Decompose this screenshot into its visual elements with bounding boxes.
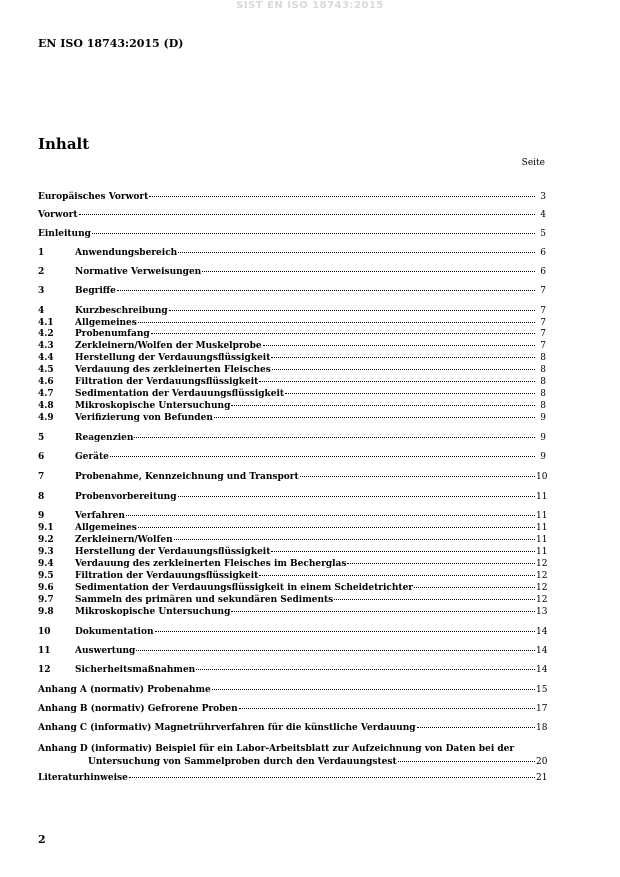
dot-leader [347,563,535,564]
toc-entry-number: 4.2 [38,329,54,339]
toc-entry-page: 14 [536,627,548,637]
toc-entry-page: 8 [540,389,546,399]
toc-entry-title-line2: Untersuchung von Sammelproben durch den Verdauungstest [88,757,397,767]
dot-leader [271,357,535,358]
toc-entry[interactable] [38,595,546,606]
dot-leader [272,369,535,370]
dot-leader [129,777,535,778]
toc-entry-title: Probenumfang [75,329,150,339]
toc-entry-page: 11 [536,492,548,502]
toc-entry-page: 14 [536,665,548,675]
toc-entry-number: 4.5 [38,365,54,375]
toc-entry-title: Verdauung des zerkleinerten Fleisches im Becherglas [75,559,347,569]
toc-entry[interactable] [38,341,546,352]
toc-entry-number: 4.4 [38,353,54,363]
toc-entry-number: 4.9 [38,413,54,423]
toc-entry-page: 6 [540,248,546,258]
toc-entry[interactable] [38,583,546,594]
toc-entry[interactable] [38,773,546,784]
dot-leader [92,233,535,234]
toc-entry-page: 17 [536,704,548,714]
dot-leader [334,599,535,600]
dot-leader [169,310,535,311]
toc-entry[interactable] [38,377,546,388]
dot-leader [271,551,535,552]
toc-entry-number: 4.3 [38,341,54,351]
toc-entry-title: Literaturhinweise [38,773,128,783]
toc-entry[interactable] [38,248,546,259]
dot-leader [136,650,535,651]
dot-leader [231,611,535,612]
toc-entry[interactable] [38,571,546,582]
toc-entry-title: Normative Verweisungen [75,267,202,277]
toc-entry-page: 3 [540,192,546,202]
toc-entry-page: 13 [536,607,548,617]
dot-leader [259,381,535,382]
dot-leader [417,727,535,728]
toc-entry[interactable] [38,535,546,546]
toc-entry-page: 15 [536,685,548,695]
toc-entry[interactable] [38,210,546,221]
dot-leader [138,322,535,323]
toc-entry-title: Anhang A (normativ) Probenahme [38,685,211,695]
toc-entry-page: 4 [540,210,546,220]
toc-entry-title: Einleitung [38,229,91,239]
toc-entry-number: 4.8 [38,401,54,411]
toc-entry-title: Probenahme, Kennzeichnung und Transport [75,472,299,482]
dot-leader [300,476,535,477]
toc-entry-page: 7 [540,318,546,328]
toc-entry-page: 8 [540,353,546,363]
toc-entry-number: 7 [38,472,45,482]
toc-entry-title: Auswertung [75,646,136,656]
toc-entry-page: 12 [536,571,548,581]
dot-leader [110,456,535,457]
toc-entry-page: 12 [536,559,548,569]
dot-leader [155,631,536,632]
toc-entry-title: Vorwort [38,210,78,220]
toc-entry-number: 12 [38,665,51,675]
toc-entry-title: Sammeln des primären und sekundären Sediments [75,595,334,605]
toc-entry-title: Geräte [75,452,109,462]
toc-entry-page: 7 [540,329,546,339]
toc-entry[interactable] [38,365,546,376]
toc-entry-number: 11 [38,646,51,656]
toc-entry-page: 11 [536,511,548,521]
toc-entry[interactable] [38,523,546,534]
toc-entry[interactable] [38,511,546,522]
toc-entry[interactable] [38,685,546,696]
toc-entry-title: Anhang B (normativ) Gefrorene Proben [38,704,238,714]
toc-entry-number: 9.4 [38,559,54,569]
toc-entry-page: 7 [540,306,546,316]
toc-entry-title: Europäisches Vorwort [38,192,149,202]
toc-entry-number: 9.5 [38,571,54,581]
toc-entry-title: Sedimentation der Verdauungsflüssigkeit in einem Scheidetrichter [75,583,414,593]
toc-entry-page: 9 [540,433,546,443]
toc-entry[interactable] [38,306,546,317]
toc-entry[interactable] [38,547,546,558]
toc-entry[interactable] [38,665,546,676]
toc-entry-page: 21 [536,773,548,783]
toc-entry-page: 8 [540,365,546,375]
dot-leader [117,290,535,291]
toc-entry-title: Verifizierung von Befunden [75,413,213,423]
toc-entry[interactable] [38,607,546,618]
toc-entry[interactable] [38,286,546,297]
toc-entry-number: 6 [38,452,45,462]
page-number: 2 [38,833,46,846]
toc-entry-title: Dokumentation [75,627,154,637]
toc-entry[interactable] [38,723,546,734]
toc-entry-number: 9.3 [38,547,54,557]
toc-entry-title: Kurzbeschreibung [75,306,168,316]
toc-entry-page: 9 [540,413,546,423]
toc-entry[interactable] [38,492,546,503]
dot-leader [214,417,535,418]
toc-entry-number: 1 [38,248,45,258]
toc-entry-page: 5 [540,229,546,239]
toc-entry-title: Allgemeines [75,523,137,533]
toc-entry[interactable] [38,744,546,768]
dot-leader [239,708,535,709]
dot-leader [414,587,535,588]
toc-entry-title: Verfahren [75,511,125,521]
toc-entry-page: 14 [536,646,548,656]
dot-leader [285,393,535,394]
toc-entry-number: 10 [38,627,51,637]
toc-entry-number: 4.6 [38,377,54,387]
toc-entry[interactable] [38,646,546,657]
toc-entry-page: 8 [540,401,546,411]
toc-entry-title [38,744,546,768]
toc-entry[interactable] [38,329,546,340]
dot-leader [138,527,535,528]
toc-entry[interactable] [38,559,546,570]
dot-leader [263,345,535,346]
page-column-label: Seite [521,158,545,168]
toc-entry-title: Sedimentation der Verdauungsflüssigkeit [75,389,285,399]
toc-entry-title: Filtration der Verdauungsflüssigkeit [75,571,259,581]
toc-entry[interactable] [38,627,546,638]
toc-entry-title: Herstellung der Verdauungsflüssigkeit [75,547,271,557]
toc-entry-title: Probenvorbereitung [75,492,177,502]
toc-entry-number: 9.7 [38,595,54,605]
toc-entry[interactable] [38,389,546,400]
toc-entry-title: Reagenzien [75,433,134,443]
toc-entry-number: 9.1 [38,523,54,533]
toc-entry-number: 8 [38,492,45,502]
toc-entry-page: 8 [540,377,546,387]
toc-entry-page: 9 [540,452,546,462]
dot-leader [212,689,535,690]
toc-entry-number: 4 [38,306,45,316]
toc-entry-page: 7 [540,341,546,351]
toc-entry-title-line1: Anhang D (informativ) Beispiel für ein Labor-Arbeitsblatt zur Aufzeichnung von Daten bei der [38,744,515,754]
toc-entry[interactable] [38,704,546,715]
toc-entry[interactable] [38,229,546,240]
toc-entry-title: Herstellung der Verdauungsflüssigkeit [75,353,271,363]
toc-entry-number: 9.8 [38,607,54,617]
dot-leader [149,196,535,197]
dot-leader [259,575,535,576]
dot-leader [126,515,535,516]
dot-leader [178,252,535,253]
toc-entry[interactable] [38,413,546,424]
toc-entry-title: Mikroskopische Untersuchung [75,401,231,411]
toc-entry-number: 2 [38,267,45,277]
dot-leader [231,405,535,406]
toc-entry-page: 12 [536,583,548,593]
watermark: SIST EN ISO 18743:2015 [236,0,384,11]
toc-entry-page: 11 [536,523,548,533]
dot-leader [79,214,535,215]
toc-entry[interactable] [38,318,546,329]
toc-entry-title: Mikroskopische Untersuchung [75,607,231,617]
toc-entry-page: 11 [536,535,548,545]
toc-entry-title: Sicherheitsmaßnahmen [75,665,196,675]
toc-entry-title: Zerkleinern/Wolfen [75,535,173,545]
toc-entry-number: 4.7 [38,389,54,399]
dot-leader [174,539,535,540]
toc-entry[interactable] [38,192,546,203]
dot-leader [134,437,535,438]
toc-entry-number: 9.2 [38,535,54,545]
toc-entry[interactable] [38,267,546,278]
toc-entry-page: 18 [536,723,548,733]
toc-entry[interactable] [38,452,546,463]
toc-entry[interactable] [38,401,546,412]
toc-entry-title: Zerkleinern/Wolfen der Muskelprobe [75,341,262,351]
toc-entry-number: 5 [38,433,45,443]
toc-entry-number: 9 [38,511,45,521]
toc-entry[interactable] [38,472,546,483]
toc-entry-title: Anhang C (informativ) Magnetrührverfahren für die künstliche Verdauung [38,723,416,733]
toc-entry-title: Allgemeines [75,318,137,328]
toc-entry-page: 10 [536,472,548,482]
toc-entry-page: 12 [536,595,548,605]
dot-leader [398,761,535,762]
toc-entry-title: Filtration der Verdauungsflüssigkeit [75,377,259,387]
toc-entry-number: 4.1 [38,318,54,328]
toc-entry-title: Anwendungsbereich [75,248,178,258]
dot-leader [178,496,536,497]
toc-entry-page: 11 [536,547,548,557]
dot-leader [202,271,535,272]
toc-entry-page: 7 [540,286,546,296]
dot-leader [151,333,535,334]
toc-entry-number: 9.6 [38,583,54,593]
toc-entry[interactable] [38,433,546,444]
toc-entry-page: 20 [536,757,548,767]
toc-heading: Inhalt [38,135,90,153]
document-id: EN ISO 18743:2015 (D) [38,37,184,50]
toc-entry-number: 3 [38,286,45,296]
toc-entry[interactable] [38,353,546,364]
dot-leader [196,669,535,670]
toc-entry-title: Begriffe [75,286,116,296]
toc-entry-title: Verdauung des zerkleinerten Fleisches [75,365,271,375]
toc-entry-page: 6 [540,267,546,277]
